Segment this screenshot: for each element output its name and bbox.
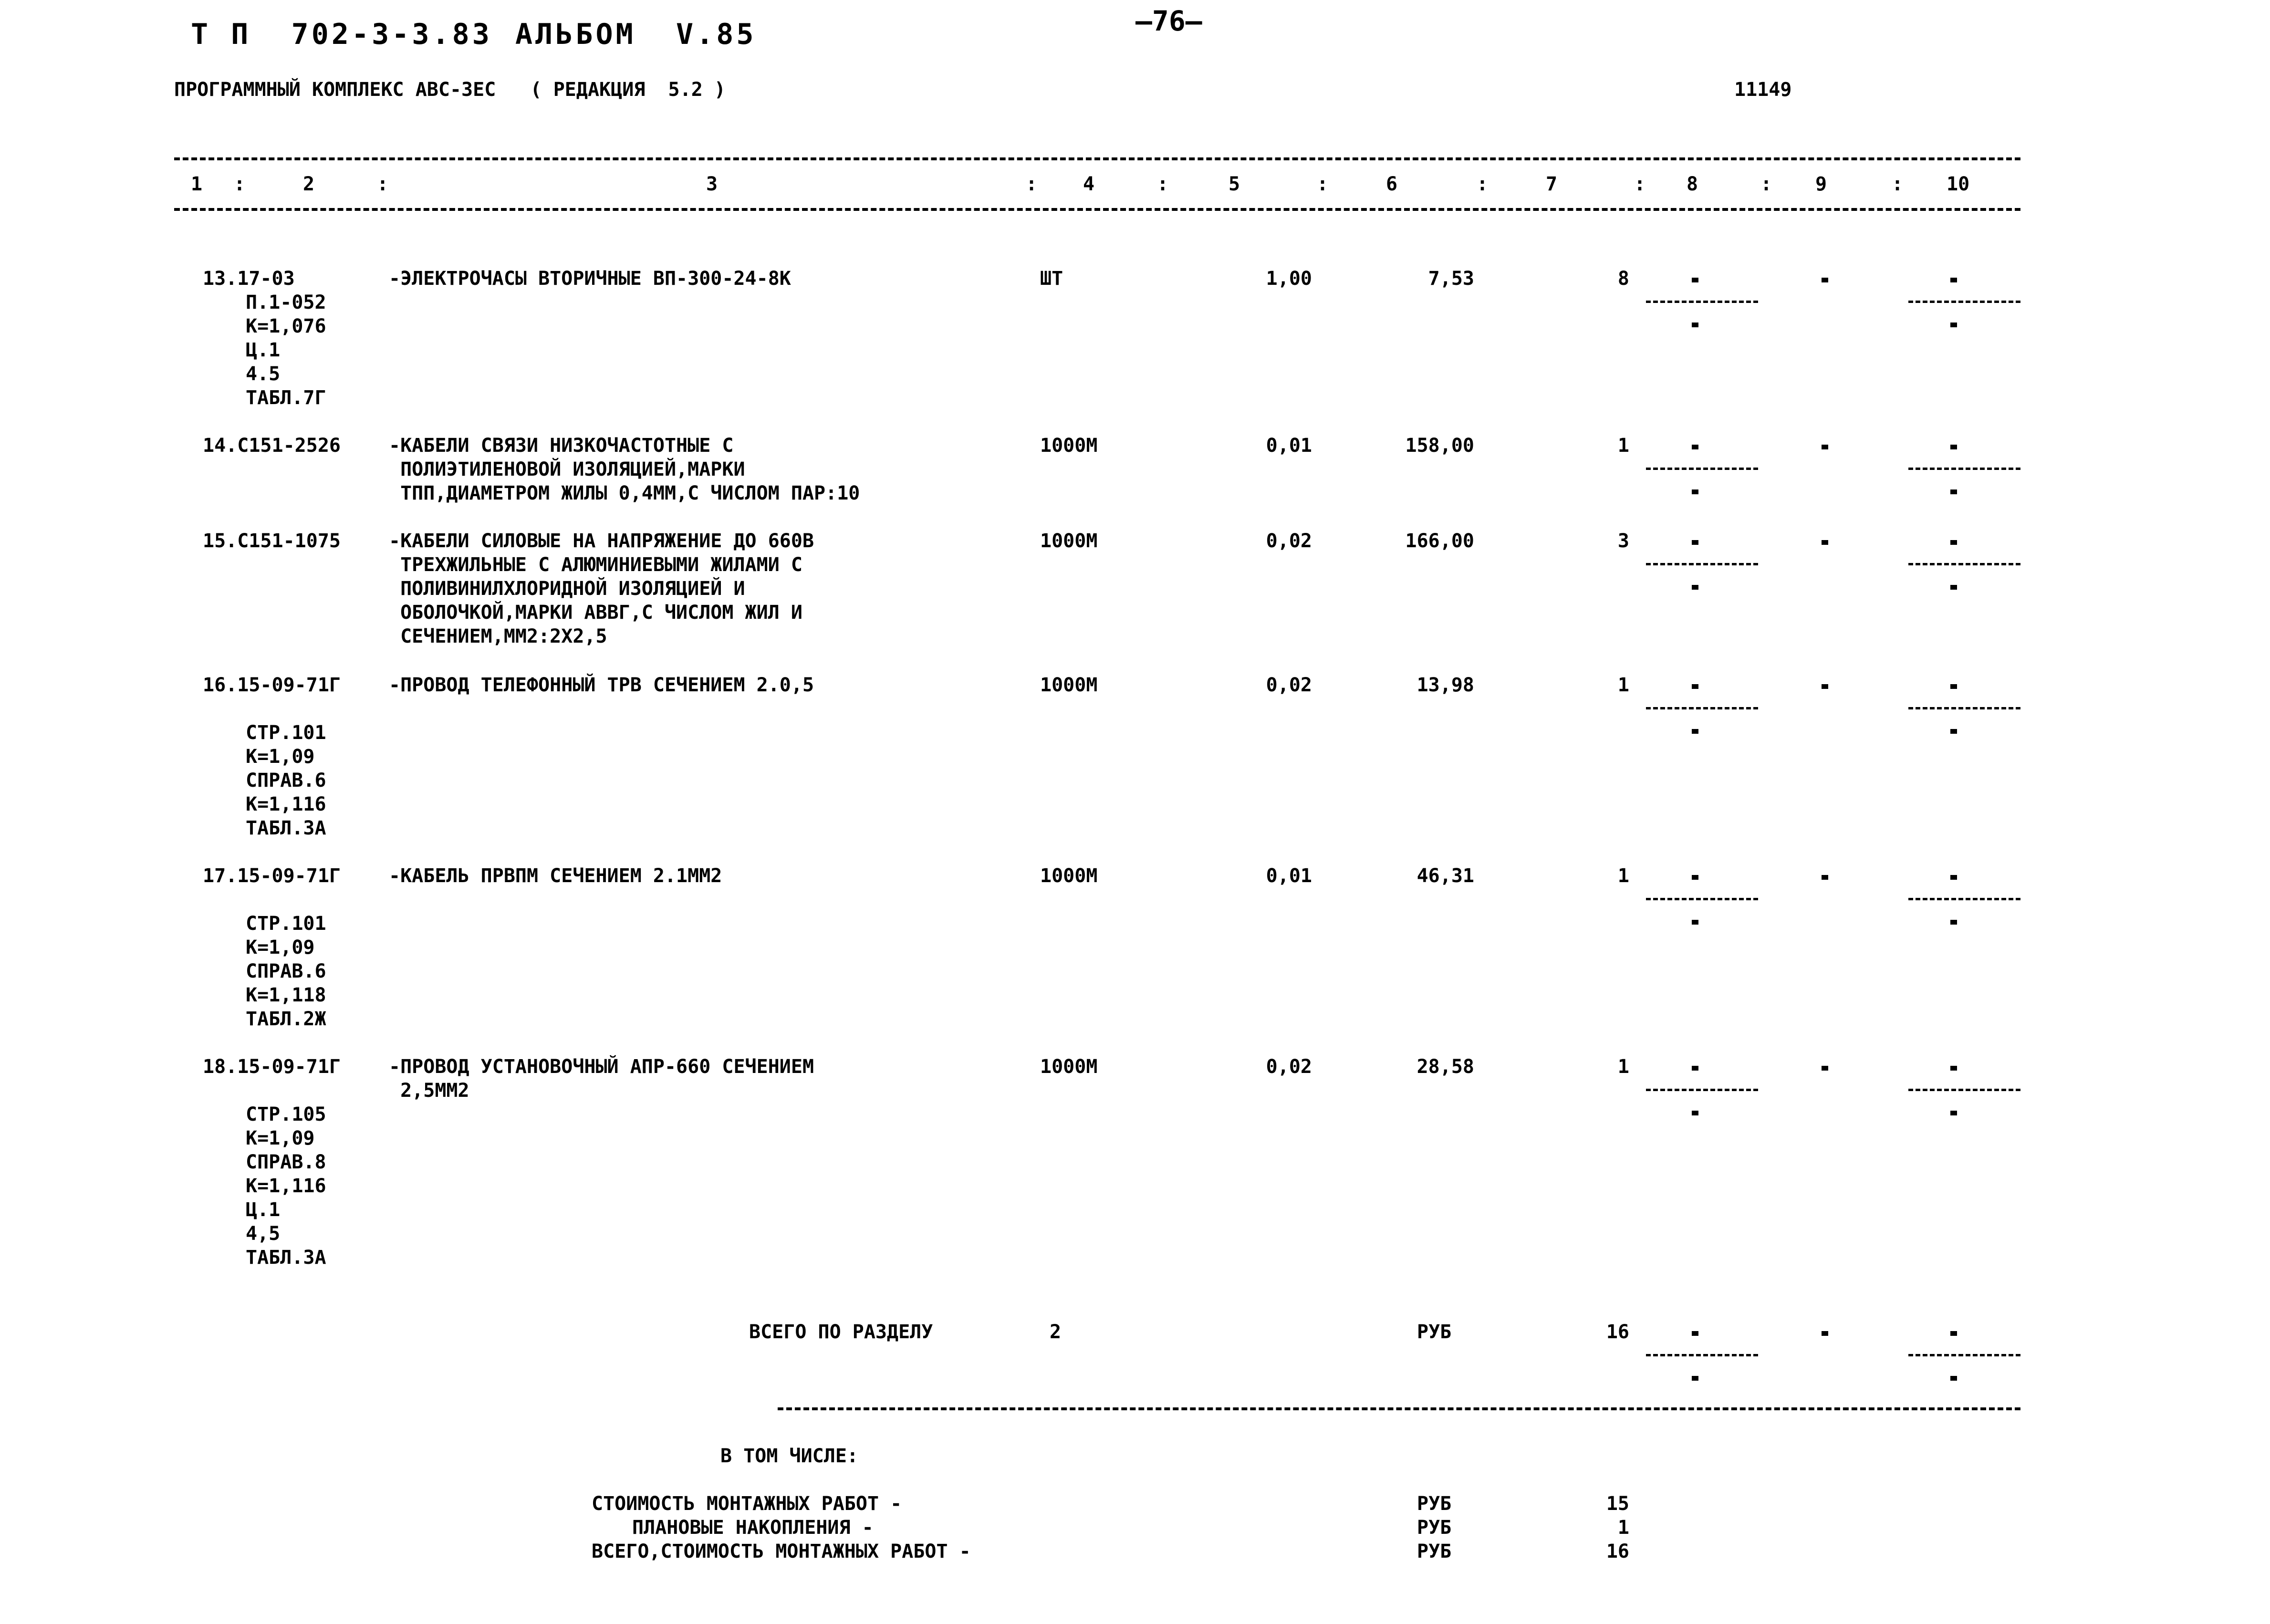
col-header: 5 (1229, 173, 1240, 195)
row-reference: К=1,09 (246, 746, 315, 768)
col10-mark (1950, 729, 1957, 734)
row-description: ОБОЛОЧКОЙ,МАРКИ АВВГ,С ЧИСЛОМ ЖИЛ И (389, 602, 802, 624)
row-reference: СТР.105 (246, 1103, 326, 1125)
row-description: -КАБЕЛИ СВЯЗИ НИЗКОЧАСТОТНЫЕ С (389, 435, 734, 457)
row-reference: СПРАВ.8 (246, 1151, 326, 1173)
col9-mark (1822, 278, 1828, 282)
row-reference: 4,5 (246, 1223, 281, 1245)
row-reference: К=1,09 (246, 1127, 315, 1149)
row-price: 166,00 (1405, 530, 1474, 552)
total-sub-rule (1646, 1354, 1758, 1356)
row-total: 1 (1617, 1056, 1629, 1078)
col8-sub-rule (1646, 898, 1758, 900)
col-sep: : (234, 173, 246, 195)
row-reference: ТАБЛ.3А (246, 1247, 326, 1269)
col10-mark (1950, 540, 1957, 545)
col8-sub-rule (1646, 1089, 1758, 1091)
row-total: 3 (1617, 530, 1629, 552)
col8-mark (1692, 875, 1698, 880)
row-description: ПОЛИЭТИЛЕНОВОЙ ИЗОЛЯЦИЕЙ,МАРКИ (389, 458, 745, 480)
row-description: 2,5ММ2 (389, 1080, 469, 1102)
breakdown-label: В ТОМ ЧИСЛЕ: (720, 1445, 858, 1467)
row-code: 16.15-09-71Г (203, 674, 341, 696)
col-header: 10 (1947, 173, 1970, 195)
col9-mark (1822, 1066, 1828, 1071)
col9-mark (1822, 540, 1828, 545)
row-price: 13,98 (1416, 674, 1474, 696)
col-header: 3 (706, 173, 718, 195)
header-top-rule (174, 157, 2020, 160)
program-title: ПРОГРАММНЫЙ КОМПЛЕКС АВС-3ЕС ( РЕДАКЦИЯ 5.2 ) (174, 79, 726, 101)
col10-mark (1950, 489, 1957, 494)
row-quantity: 0,01 (1266, 435, 1312, 457)
col8-mark (1692, 729, 1698, 734)
col-header: 8 (1687, 173, 1698, 195)
row-reference: СТР.101 (246, 913, 326, 935)
row-code: 14.С151-2526 (203, 435, 341, 457)
col-sep: : (1477, 173, 1489, 195)
row-code: 18.15-09-71Г (203, 1056, 341, 1078)
row-reference: ТАБЛ.2Ж (246, 1008, 326, 1030)
row-total: 8 (1617, 268, 1629, 290)
row-price: 158,00 (1405, 435, 1474, 457)
row-unit: ШТ (1040, 268, 1063, 290)
col8-mark (1692, 445, 1698, 449)
col8-mark (1692, 920, 1698, 925)
col10-sub-rule (1908, 707, 2020, 709)
row-price: 28,58 (1416, 1056, 1474, 1078)
col10-mark (1950, 278, 1957, 282)
page-number: —76— (1135, 5, 1202, 37)
breakdown-item-unit: РУБ (1417, 1517, 1452, 1539)
row-description: -ЭЛЕКТРОЧАСЫ ВТОРИЧНЫЕ ВП-300-24-8К (389, 268, 791, 290)
col-header: 4 (1083, 173, 1095, 195)
col8-sub-rule (1646, 301, 1758, 303)
section-total-unit: РУБ (1417, 1321, 1452, 1343)
breakdown-item-label: СТОИМОСТЬ МОНТАЖНЫХ РАБОТ - (592, 1493, 902, 1515)
col8-sub-rule (1646, 563, 1758, 565)
row-code: 15.С151-1075 (203, 530, 341, 552)
col-sep: : (1026, 173, 1038, 195)
row-reference: СПРАВ.6 (246, 770, 326, 791)
row-code: 13.17-03 (203, 268, 295, 290)
col10-sub-rule (1908, 301, 2020, 303)
row-quantity: 0,01 (1266, 865, 1312, 887)
row-quantity: 0,02 (1266, 1056, 1312, 1078)
document-code: 11149 (1734, 79, 1792, 101)
col8-mark (1692, 1066, 1698, 1071)
row-reference: К=1,09 (246, 937, 315, 958)
col-sep: : (1317, 173, 1329, 195)
breakdown-item-unit: РУБ (1417, 1541, 1452, 1562)
breakdown-item-value: 16 (1606, 1541, 1629, 1562)
total-sub-rule (1908, 1354, 2020, 1356)
album-number: АЛЬБОМ V.85 (515, 18, 757, 51)
col10-sub-rule (1908, 563, 2020, 565)
col8-mark (1692, 585, 1698, 590)
section-total-number: 2 (1050, 1321, 1062, 1343)
total-mark (1692, 1376, 1698, 1381)
col10-sub-rule (1908, 1089, 2020, 1091)
row-description: -ПРОВОД УСТАНОВОЧНЫЙ АПР-660 СЕЧЕНИЕМ (389, 1056, 814, 1078)
col-header: 7 (1546, 173, 1558, 195)
row-reference: К=1,118 (246, 984, 326, 1006)
col10-mark (1950, 920, 1957, 925)
breakdown-item-value: 1 (1617, 1517, 1629, 1539)
col10-mark (1950, 875, 1957, 880)
col8-sub-rule (1646, 468, 1758, 470)
col10-mark (1950, 585, 1957, 590)
total-mark (1822, 1331, 1828, 1336)
row-description: ПОЛИВИНИЛХЛОРИДНОЙ ИЗОЛЯЦИЕЙ И (389, 578, 745, 600)
col-header: 6 (1386, 173, 1398, 195)
col10-mark (1950, 684, 1957, 689)
col-sep: : (377, 173, 389, 195)
row-quantity: 1,00 (1266, 268, 1312, 290)
col8-sub-rule (1646, 707, 1758, 709)
row-total: 1 (1617, 435, 1629, 457)
row-price: 7,53 (1428, 268, 1474, 290)
col-header: 9 (1815, 173, 1827, 195)
col8-mark (1692, 540, 1698, 545)
breakdown-item-label: ПЛАНОВЫЕ НАКОПЛЕНИЯ - (632, 1517, 874, 1539)
col8-mark (1692, 278, 1698, 282)
row-unit: 1000М (1040, 435, 1098, 457)
col10-sub-rule (1908, 468, 2020, 470)
col8-mark (1692, 489, 1698, 494)
row-reference: К=1,116 (246, 793, 326, 815)
col9-mark (1822, 445, 1828, 449)
col10-mark (1950, 323, 1957, 327)
section-total-value: 16 (1606, 1321, 1629, 1343)
col10-mark (1950, 445, 1957, 449)
header-bottom-rule (174, 208, 2020, 211)
total-mark (1950, 1331, 1957, 1336)
row-description: -КАБЕЛИ СИЛОВЫЕ НА НАПРЯЖЕНИЕ ДО 660В (389, 530, 814, 552)
row-description: СЕЧЕНИЕМ,ММ2:2Х2,5 (389, 625, 607, 647)
col8-mark (1692, 684, 1698, 689)
document-id: Т П 702-3-3.83 (191, 18, 492, 51)
row-total: 1 (1617, 674, 1629, 696)
row-reference: К=1,116 (246, 1175, 326, 1197)
col9-mark (1822, 684, 1828, 689)
col-sep: : (1634, 173, 1646, 195)
total-mark (1950, 1376, 1957, 1381)
col9-mark (1822, 875, 1828, 880)
col-header: 2 (303, 173, 315, 195)
breakdown-item-value: 15 (1606, 1493, 1629, 1515)
col8-mark (1692, 1111, 1698, 1115)
row-reference: К=1,076 (246, 315, 326, 337)
col-sep: : (1760, 173, 1772, 195)
section-total-label: ВСЕГО ПО РАЗДЕЛУ (749, 1321, 933, 1343)
total-mark (1692, 1331, 1698, 1336)
row-unit: 1000М (1040, 674, 1098, 696)
section-rule (778, 1407, 2020, 1410)
col10-mark (1950, 1066, 1957, 1071)
breakdown-item-label: ВСЕГО,СТОИМОСТЬ МОНТАЖНЫХ РАБОТ - (592, 1541, 971, 1562)
row-description: -ПРОВОД ТЕЛЕФОННЫЙ ТРВ СЕЧЕНИЕМ 2.0,5 (389, 674, 814, 696)
row-quantity: 0,02 (1266, 674, 1312, 696)
row-quantity: 0,02 (1266, 530, 1312, 552)
row-description: ТПП,ДИАМЕТРОМ ЖИЛЫ 0,4ММ,С ЧИСЛОМ ПАР:10 (389, 482, 860, 504)
breakdown-item-unit: РУБ (1417, 1493, 1452, 1515)
col-sep: : (1157, 173, 1169, 195)
row-unit: 1000М (1040, 530, 1098, 552)
row-reference: 4.5 (246, 363, 281, 385)
row-unit: 1000М (1040, 865, 1098, 887)
row-total: 1 (1617, 865, 1629, 887)
row-code: 17.15-09-71Г (203, 865, 341, 887)
row-reference: СПРАВ.6 (246, 960, 326, 982)
col8-mark (1692, 323, 1698, 327)
row-reference: Ц.1 (246, 339, 281, 361)
row-description: ТРЕХЖИЛЬНЫЕ С АЛЮМИНИЕВЫМИ ЖИЛАМИ С (389, 554, 802, 576)
row-reference: ТАБЛ.3А (246, 817, 326, 839)
row-reference: ТАБЛ.7Г (246, 387, 326, 409)
row-reference: Ц.1 (246, 1199, 281, 1221)
col-sep: : (1892, 173, 1904, 195)
row-unit: 1000М (1040, 1056, 1098, 1078)
col-header: 1 (191, 173, 203, 195)
row-reference: СТР.101 (246, 722, 326, 744)
col10-mark (1950, 1111, 1957, 1115)
col10-sub-rule (1908, 898, 2020, 900)
row-description: -КАБЕЛЬ ПРВПМ СЕЧЕНИЕМ 2.1ММ2 (389, 865, 722, 887)
row-reference: П.1-052 (246, 291, 326, 313)
row-price: 46,31 (1416, 865, 1474, 887)
